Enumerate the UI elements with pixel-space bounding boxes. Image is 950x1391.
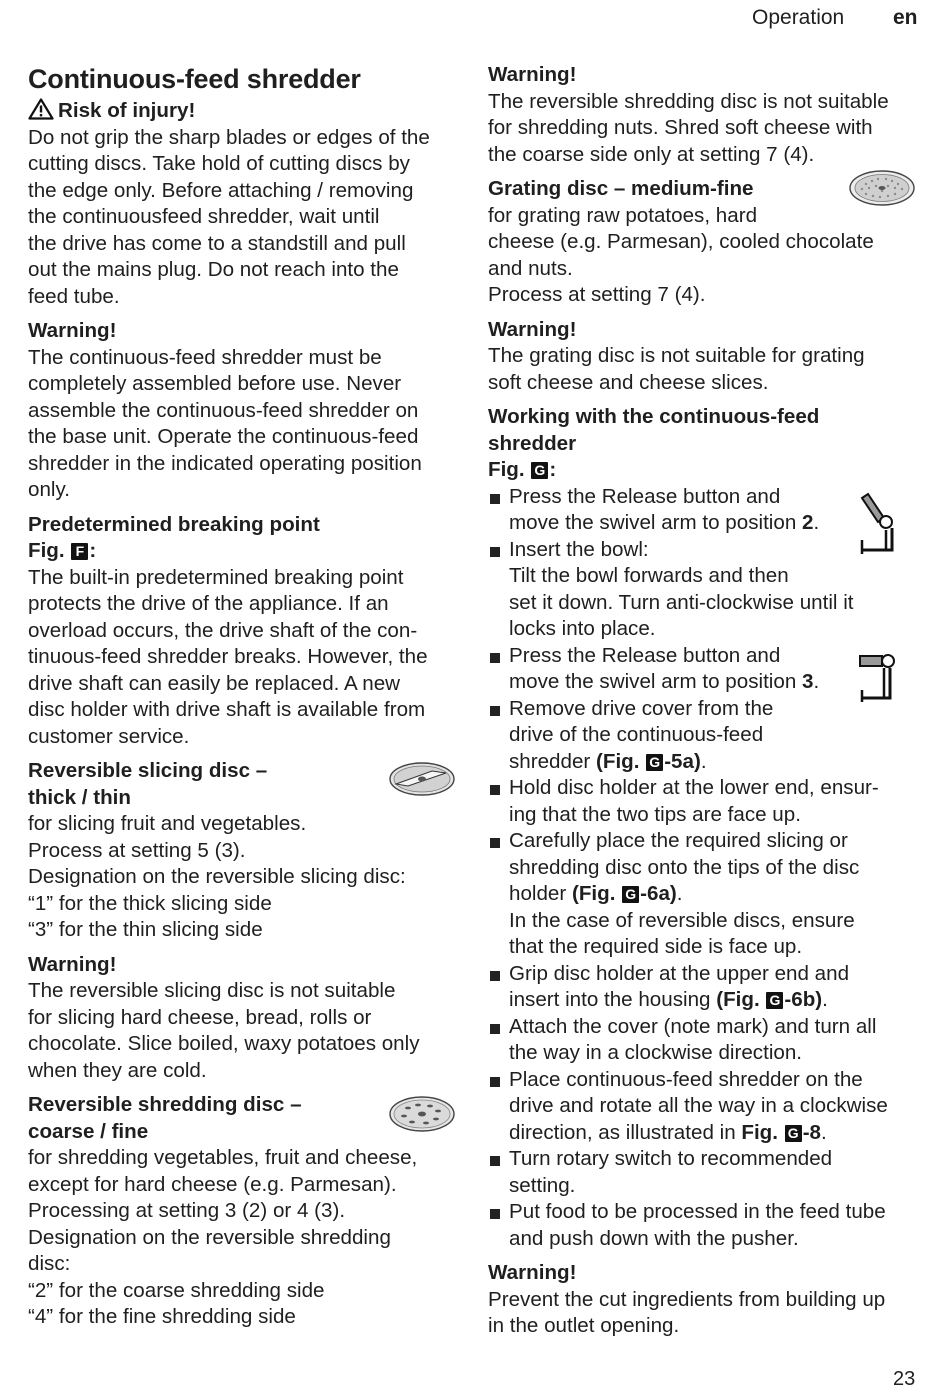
position-number: 2	[802, 511, 814, 534]
shredding-text-line: Designation on the reversible shredding	[28, 1225, 391, 1249]
working-section	[488, 404, 924, 1252]
slicing-text-line: “3” for the thin slicing side	[28, 918, 263, 941]
shredding-text-line: Processing at setting 3 (2) or 4 (3).	[28, 1199, 346, 1222]
step-text-line: Hold disc holder at the lower end, ensur-	[509, 776, 879, 799]
warning-text-line: The grating disc is not suitable for grating	[488, 344, 865, 367]
warning-text-line: chocolate. Slice boiled, waxy potatoes only	[28, 1032, 420, 1055]
step-text: .	[813, 670, 820, 693]
step-text: move the swivel arm to position	[509, 670, 803, 693]
list-item	[488, 643, 924, 696]
step-text-line: Press the Release button and	[509, 484, 781, 508]
bullet-square-icon	[490, 1209, 500, 1219]
figure-reference	[716, 988, 822, 1011]
warning-text-line: in the outlet opening.	[488, 1314, 680, 1337]
step-text-line	[509, 987, 924, 1014]
page-number: 23	[893, 1368, 916, 1390]
shredding-text-line: “4” for the fine shredding side	[28, 1305, 296, 1328]
figure-prefix: Fig.	[488, 458, 525, 481]
figure-prefix: (Fig.	[571, 882, 622, 905]
step-text-line	[509, 669, 924, 696]
step-text-line: and push down with the pusher.	[509, 1226, 799, 1250]
shredding-disc-section	[28, 1092, 464, 1331]
grating-text-line: cheese (e.g. Parmesan), cooled chocolate	[488, 230, 874, 253]
figure-letter-box: G	[646, 754, 663, 771]
step-text: move the swivel arm to position	[509, 511, 803, 534]
breaking-point-heading: Predetermined breaking point	[28, 512, 320, 536]
bullet-square-icon	[490, 547, 500, 557]
risk-text-line: Do not grip the sharp blades or edges of the	[28, 125, 430, 149]
risk-text-line: feed tube.	[28, 284, 120, 308]
bullet-square-icon	[490, 653, 500, 663]
slicing-text-line: Process at setting 5 (3).	[28, 838, 246, 862]
warning-text-line: assemble the continuous-feed shredder on	[28, 398, 419, 422]
step-text: .	[813, 511, 820, 534]
grating-text-line: for grating raw potatoes, hard	[488, 203, 758, 227]
warning-text-line: The reversible shredding disc is not suitable	[488, 89, 889, 113]
risk-heading-row	[28, 98, 464, 125]
figure-reference	[28, 538, 464, 565]
step-text-line: shredding disc onto the tips of the disc	[509, 855, 860, 879]
list-item	[488, 828, 924, 961]
risk-text-line: the drive has come to a standstill and pull	[28, 231, 406, 255]
step-text-line: Tilt the bowl forwards and then	[509, 564, 789, 587]
list-item	[488, 1199, 924, 1252]
shredding-text-line: disc:	[28, 1252, 71, 1275]
bullet-square-icon	[490, 1156, 500, 1166]
warning-text-line: soft cheese and cheese slices.	[488, 370, 769, 394]
step-text-line: the way in a clockwise direction.	[509, 1041, 803, 1064]
step-text-line: Carefully place the required slicing or	[509, 829, 848, 852]
warning-text-line: only.	[28, 478, 70, 501]
risk-text-line: the continuousfeed shredder, wait until	[28, 205, 380, 228]
figure-reference	[488, 457, 924, 484]
breaking-text-line: tinuous-feed shredder breaks. However, the	[28, 645, 428, 668]
step-text: shredder	[509, 749, 597, 773]
step-text-line: Press the Release button and	[509, 643, 781, 667]
working-heading-line-2: shredder	[488, 431, 577, 455]
breaking-text-line: customer service.	[28, 724, 190, 748]
figure-prefix: Fig.	[741, 1120, 784, 1144]
risk-heading: Risk of injury!	[58, 99, 196, 122]
page-title: Continuous-feed shredder	[28, 64, 361, 94]
bullet-square-icon	[490, 1024, 500, 1034]
grating-heading: Grating disc – medium-fine	[488, 177, 754, 200]
shredding-text-line: “2” for the coarse shredding side	[28, 1278, 325, 1302]
risk-section	[28, 98, 464, 310]
grating-disc-icon	[848, 168, 916, 208]
warning-text-line: completely assembled before use. Never	[28, 372, 402, 395]
step-text: .	[822, 988, 828, 1011]
figure-letter-box: G	[785, 1125, 802, 1142]
warning-heading: Warning!	[28, 319, 117, 342]
bullet-square-icon	[490, 706, 500, 716]
header-language-code: en	[893, 6, 918, 29]
risk-text-line: cutting discs. Take hold of cutting discs by	[28, 152, 410, 175]
warning-section-4	[488, 317, 924, 397]
warning-heading: Warning!	[488, 317, 577, 341]
slicing-disc-section	[28, 758, 464, 944]
warning-text-line: for shredding nuts. Shred soft cheese with	[488, 116, 873, 139]
figure-reference	[741, 1121, 821, 1144]
step-text-line: that the required side is face up.	[509, 935, 803, 958]
bullet-square-icon	[490, 494, 500, 504]
figure-prefix: Fig.	[28, 539, 65, 562]
slicing-disc-icon	[388, 760, 456, 798]
warning-text-line: shredder in the indicated operating position	[28, 451, 422, 475]
warning-heading: Warning!	[488, 63, 577, 86]
list-item	[488, 961, 924, 1014]
shredding-text-line: for shredding vegetables, fruit and cheese,	[28, 1146, 418, 1169]
warning-text-line: the coarse side only at setting 7 (4).	[488, 142, 815, 166]
step-text-line: In the case of reversible discs, ensure	[509, 908, 855, 932]
grating-text-line: and nuts.	[488, 256, 573, 280]
warning-text-line: Prevent the cut ingredients from building up	[488, 1287, 886, 1311]
warning-heading: Warning!	[488, 1261, 577, 1284]
step-text-line: Remove drive cover from the	[509, 696, 774, 720]
list-item	[488, 1146, 924, 1199]
step-text-line: Grip disc holder at the upper end and	[509, 961, 850, 985]
step-text: .	[676, 882, 683, 905]
step-text-line: Turn rotary switch to recommended	[509, 1147, 833, 1170]
figure-prefix: (Fig.	[716, 988, 766, 1011]
list-item	[488, 484, 924, 537]
risk-text-line: the edge only. Before attaching / removing	[28, 178, 414, 202]
slicing-text-line: “1” for the thick slicing side	[28, 891, 272, 915]
position-number: 3	[802, 670, 814, 693]
figure-suffix: -8	[802, 1120, 822, 1144]
header-section-title: Operation	[752, 6, 845, 29]
list-item	[488, 775, 924, 828]
warning-text-line: The continuous-feed shredder must be	[28, 345, 382, 369]
step-text-line	[509, 749, 924, 776]
bullet-square-icon	[490, 838, 500, 848]
slicing-heading-line-1: Reversible slicing disc –	[28, 759, 268, 782]
figure-letter-box: G	[531, 462, 548, 479]
grating-text-line: Process at setting 7 (4).	[488, 283, 706, 306]
step-text-line	[509, 1120, 924, 1147]
step-text-line: drive of the continuous-feed	[509, 723, 764, 746]
figure-suffix: -5a)	[664, 749, 701, 773]
shredding-text-line: except for hard cheese (e.g. Parmesan).	[28, 1172, 397, 1196]
figure-letter-box: G	[766, 992, 783, 1009]
slicing-text-line: for slicing fruit and vegetables.	[28, 812, 307, 835]
list-item	[488, 1014, 924, 1067]
step-text: insert into the housing	[509, 988, 717, 1011]
step-text-line	[509, 881, 924, 908]
figure-suffix: -6a)	[640, 882, 677, 905]
step-text-line: locks into place.	[509, 617, 656, 640]
shredding-disc-icon	[388, 1094, 456, 1134]
step-text: .	[700, 749, 707, 773]
warning-triangle-icon	[28, 98, 54, 120]
list-item	[488, 696, 924, 776]
breaking-point-section	[28, 512, 464, 751]
figure-letter-box: F	[71, 543, 88, 560]
shredding-heading-line-2: coarse / fine	[28, 1119, 149, 1143]
list-item	[488, 1067, 924, 1147]
step-text-line: set it down. Turn anti-clockwise until it	[509, 590, 854, 614]
warning-text-line: for slicing hard cheese, bread, rolls or	[28, 1005, 372, 1029]
step-text: .	[821, 1120, 827, 1144]
figure-reference	[572, 882, 677, 905]
warning-section-2	[28, 952, 464, 1085]
breaking-text-line: protects the drive of the appliance. If an	[28, 592, 389, 615]
step-text: holder	[509, 882, 572, 905]
figure-letter-box: G	[622, 886, 639, 903]
breaking-text-line: drive shaft can easily be replaced. A new	[28, 671, 401, 695]
warning-text-line: The reversible slicing disc is not suitable	[28, 979, 396, 1002]
warning-text-line: the base unit. Operate the continuous-feed	[28, 425, 419, 448]
warning-section-1	[28, 318, 464, 504]
slicing-heading-line-2: thick / thin	[28, 785, 131, 809]
breaking-text-line: overload occurs, the drive shaft of the con-	[28, 618, 418, 642]
step-text-line: drive and rotate all the way in a clockwise	[509, 1094, 888, 1117]
bullet-square-icon	[490, 1077, 500, 1087]
warning-section-5	[488, 1260, 924, 1340]
left-column	[28, 62, 464, 1339]
breaking-text-line: disc holder with drive shaft is available from	[28, 698, 426, 721]
step-text-line: Insert the bowl:	[509, 537, 649, 561]
step-text-line: Attach the cover (note mark) and turn all	[509, 1014, 877, 1038]
figure-reference	[596, 750, 701, 773]
figure-suffix: :	[89, 539, 97, 562]
right-column	[488, 62, 924, 1348]
step-text-line: Place continuous-feed shredder on the	[509, 1067, 863, 1091]
risk-text-line: out the mains plug. Do not reach into the	[28, 258, 399, 281]
step-text: direction, as illustrated in	[509, 1120, 742, 1144]
shredding-heading-line-1: Reversible shredding disc –	[28, 1093, 302, 1116]
breaking-text-line: The built-in predetermined breaking point	[28, 565, 404, 589]
warning-section-3	[488, 62, 924, 168]
warning-text-line: when they are cold.	[28, 1058, 207, 1082]
list-item	[488, 537, 924, 643]
step-text-line: ing that the two tips are face up.	[509, 802, 801, 826]
figure-suffix: :	[549, 458, 557, 481]
figure-suffix: -6b)	[784, 988, 823, 1011]
slicing-text-line: Designation on the reversible slicing disc:	[28, 865, 406, 888]
step-text-line	[509, 510, 924, 537]
warning-heading: Warning!	[28, 952, 117, 976]
figure-prefix: (Fig.	[596, 749, 646, 773]
bullet-square-icon	[490, 785, 500, 795]
bullet-square-icon	[490, 971, 500, 981]
working-heading-line-1: Working with the continuous-feed	[488, 405, 820, 428]
grating-disc-section	[488, 176, 924, 309]
step-text-line: Put food to be processed in the feed tube	[509, 1200, 886, 1223]
step-text-line: setting.	[509, 1173, 576, 1197]
